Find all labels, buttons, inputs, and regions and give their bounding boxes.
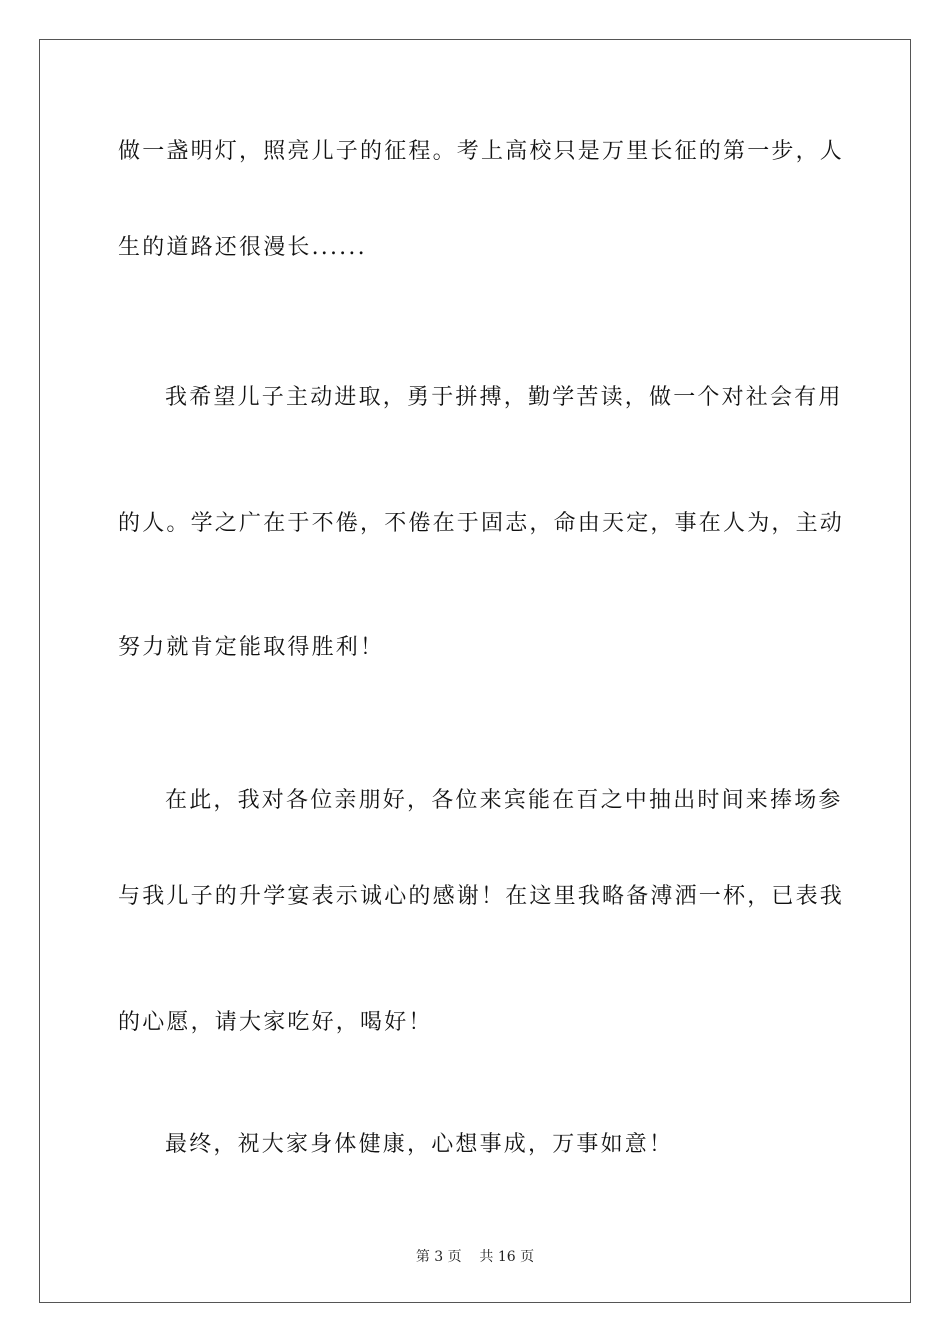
paragraph-line: 的人。学之广在于不倦，不倦在于固志，命由天定，事在人为，主动 [118,511,845,536]
paragraph-line: 的心愿，请大家吃好，喝好！ [118,1010,433,1035]
paragraph-line: 在此，我对各位亲朋好，各位来宾能在百之中抽出时间来捧场参 [165,788,843,813]
page-border [39,39,911,1303]
page-number-footer: 第 3 页 共 16 页 [415,1249,535,1265]
paragraph-line: 我希望儿子主动进取，勇于拼搏，勤学苦读，做一个对社会有用 [165,385,843,410]
paragraph-line: 与我儿子的升学宴表示诚心的感谢！在这里我略备溥洒一杯，已表我 [118,884,845,909]
paragraph-line: 做一盏明灯，照亮儿子的征程。考上高校只是万里长征的第一步，人 [118,139,845,164]
paragraph-line: 最终，祝大家身体健康，心想事成，万事如意！ [165,1132,674,1157]
paragraph-line: 努力就肯定能取得胜利！ [118,635,385,660]
paragraph-line: 生的道路还很漫长...... [118,235,367,260]
